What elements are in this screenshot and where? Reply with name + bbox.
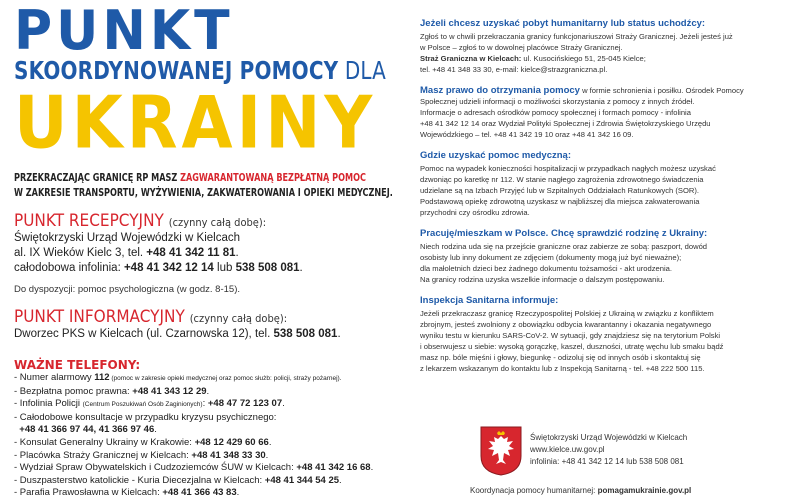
- section-line: zbrojnym, jesteś zwolniony z obowiązku odbycia kwarantanny i okazania negatywnego: [420, 320, 712, 329]
- institution-hotline: infolinia: +48 41 342 12 14 lub 538 508 081: [530, 457, 684, 466]
- info-body: [14, 327, 404, 342]
- info-hours: (czynny całą dobę):: [189, 312, 288, 325]
- list-item: - Całodobowe konsultacje w przypadku kryzysu psychicznego:: [14, 411, 277, 423]
- section-line: Informacje o adresach ośrodków pomocy społecznej i formach pomocy - infolinia: [420, 108, 691, 117]
- title-ukrainy: UKRAINY: [14, 80, 377, 166]
- section-line: udzielane są na Izbach Przyjęć lub w Szpitalnych Oddziałach Ratunkowych (SOR).: [420, 186, 699, 195]
- coordination-link[interactable]: pomagamukrainie.gov.pl: [597, 486, 692, 495]
- intro-highlight: ZAGWARANTOWANĄ BEZPŁATNĄ POMOC: [180, 172, 366, 184]
- section-line: wyniku testu w kierunku SARS-CoV-2. W sytuacji, gdy znajdziesz się na terytorium Polski: [420, 331, 721, 340]
- section-line: Podstawową opiekę zdrowotną uzyskasz w najbliższej dla miejsca zakwaterowania: [420, 197, 700, 206]
- list-item: [14, 424, 404, 437]
- section-line: Niech rodzina uda się na przejście graniczne oraz zabierze ze sobą: paszport, dowód: [420, 242, 708, 251]
- tel-label: - Numer alarmowy: [14, 372, 95, 383]
- tel-end: .: [206, 385, 210, 397]
- intro-line2: W ZAKRESIE TRANSPORTU, WYŻYWIENIA, ZAKWATEROWANIA I OPIEKI MEDYCZNEJ.: [14, 187, 393, 199]
- tel-note: (pomoc w zakresie opieki medycznej oraz pomoc służb: policji, straży pożarnej).: [109, 375, 342, 382]
- list-item: [14, 372, 404, 386]
- section-sanitary: [420, 295, 792, 374]
- subtitle-bold: SKOORDYNOWANEJ POMOCY: [14, 56, 339, 85]
- section-body: [420, 85, 792, 140]
- recep-dysp: Do dyspozycji: pomoc psychologiczna (w godz. 8-15).: [14, 284, 240, 295]
- section-line: [420, 53, 792, 64]
- tel-label: - Bezpłatna pomoc prawna:: [14, 385, 133, 397]
- list-item: [14, 386, 404, 399]
- tel-number[interactable]: +48 47 72 123 07: [207, 398, 283, 410]
- section-line: w Polsce – zgłoś to w dowolnej placówce Straży Granicznej.: [420, 43, 623, 52]
- recep-l3-or: lub: [213, 262, 236, 274]
- tel-label: - Wydział Spraw Obywatelskich i Cudzoziemców ŚUW w Kielcach:: [14, 462, 297, 474]
- section-line: Pomoc na wypadek konieczności hospitalizacji w przypadkach nagłych możesz uzyskać: [420, 164, 716, 173]
- recep-title: PUNKT RECEPCYJNY: [14, 211, 164, 231]
- recep-line1: Świętokrzyski Urząd Wojewódzki w Kielcach: [14, 232, 241, 244]
- section-line[interactable]: tel. +48 41 348 33 30, e-mail: kielce@strazgraniczna.pl.: [420, 65, 608, 74]
- border-guard-label: Straż Graniczna w Kielcach:: [420, 54, 522, 63]
- recep-l2-text: al. IX Wieków Kielc 3, tel.: [14, 247, 147, 259]
- section-assistance: [420, 85, 792, 140]
- list-item: [14, 450, 404, 463]
- section-line: i obserwujesz u siebie: wysoką gorączkę, kaszel, duszności, utratę węchu lub smaku bądź: [420, 342, 724, 351]
- info-heading: [14, 307, 365, 327]
- recep-heading: [14, 211, 365, 231]
- recep-hours: (czynny całą dobę):: [168, 216, 267, 229]
- tel-end: .: [154, 424, 157, 436]
- section-line: dzwoniąc po karetkę nr 112. W stanie nagłego zagrożenia zdrowotnego świadczenia: [420, 175, 704, 184]
- section-body: [420, 31, 792, 75]
- recep-line2: [14, 246, 404, 261]
- section-line: masz np. bóle mięśni i głowy, biegunkę - odizoluj się od innych osób i skontaktuj się: [420, 353, 701, 362]
- recep-body: [14, 231, 404, 276]
- tel-label: - Konsulat Generalny Ukrainy w Krakowie:: [14, 436, 195, 448]
- tel-number[interactable]: +48 41 344 54 25: [264, 474, 340, 486]
- tel-end: .: [236, 487, 240, 499]
- info-l1-text: Dworzec PKS w Kielcach (ul. Czarnowska 12), tel.: [14, 328, 274, 340]
- institution-info: [530, 432, 687, 468]
- section-line: Na granicy rodzina uzyska wszelkie informacje o dalszym postępowaniu.: [420, 275, 665, 284]
- section-body: [420, 308, 792, 374]
- section-heading: Inspekcja Sanitarna informuje:: [420, 295, 559, 306]
- list-item: [14, 462, 404, 475]
- list-item: [14, 475, 404, 488]
- tel-label: - Parafia Prawosławna w Kielcach:: [14, 487, 163, 499]
- tel-end: .: [282, 398, 285, 410]
- tel-label: - Infolinia Policji: [14, 398, 83, 410]
- tel-end: .: [268, 436, 272, 448]
- list-item: [14, 398, 404, 412]
- info-l1-end: .: [337, 328, 341, 340]
- telefony-title: WAŻNE TELEFONY:: [14, 358, 141, 372]
- border-guard-address: ul. Kusocińskiego 51, 25-045 Kielce;: [521, 54, 646, 63]
- intro-text: [14, 171, 393, 201]
- infolinia-phone[interactable]: +48 41 342 12 14: [123, 262, 214, 274]
- tel-end: .: [339, 474, 342, 486]
- right-column: [420, 18, 792, 384]
- section-line: dla małoletnich dzieci bez żadnego dokumentu tożsamości - akt urodzenia.: [420, 264, 672, 273]
- tel-number[interactable]: +48 41 343 12 29: [132, 385, 207, 397]
- list-item: [14, 437, 404, 450]
- section-body: [420, 163, 792, 218]
- left-column: [14, 0, 404, 500]
- section-medical: [420, 150, 792, 218]
- tel-colon: :: [202, 398, 208, 410]
- telefony-list: [14, 372, 404, 500]
- polish-eagle-icon: [480, 426, 522, 476]
- intro-line1: PRZEKRACZAJĄC GRANICĘ RP MASZ: [14, 172, 181, 184]
- tel-number[interactable]: +48 41 366 97 44, 41 366 97 46: [19, 424, 155, 436]
- infolinia-mobile[interactable]: 538 508 081: [235, 262, 300, 274]
- footer-institution: [480, 426, 780, 478]
- section-line: Społecznej udzieli informacji o możliwości skorzystania z pomocy z innych źródeł.: [420, 97, 695, 106]
- tel-note: (Centrum Poszukiwań Osób Zaginionych): [82, 401, 203, 409]
- subtitle-dla: DLA: [344, 56, 387, 85]
- section-line: z lekarzem wskazanym do kontaktu lub z Inspekcją Sanitarną - tel. +48 222 500 115.: [420, 364, 705, 373]
- section-heading: Pracuję/mieszkam w Polsce. Chcę sprawdzić rodzinę z Ukrainy:: [420, 228, 708, 239]
- section-family: [420, 228, 792, 285]
- section-body: [420, 241, 792, 285]
- section-line: osobisty lub inny dokument ze zdjęciem (dokumenty mogą już być nieważne);: [420, 253, 682, 262]
- tel-label: - Duszpasterstwo katolickie - Kuria Diecezjalna w Kielcach:: [14, 474, 265, 486]
- section-humanitarian: [420, 18, 792, 75]
- tel-number[interactable]: 112: [94, 372, 110, 383]
- section-heading: Jeżeli chcesz uzyskać pobyt humanitarny lub status uchodźcy:: [420, 18, 706, 29]
- section-line: Zgłoś to w chwili przekraczania granicy funkcjonariuszowi Straży Granicznej. Jeżeli jesteś już: [420, 32, 733, 41]
- section-heading-tail: w formie schronienia i posiłku. Ośrodek Pomocy: [579, 86, 744, 95]
- institution-name: Świętokrzyski Urząd Wojewódzki w Kielcach: [530, 433, 688, 442]
- institution-website[interactable]: www.kielce.uw.gov.pl: [530, 445, 605, 454]
- section-line: Wojewódzkiego – tel. +48 41 342 19 10 oraz +48 41 342 16 09.: [420, 130, 634, 139]
- info-title: PUNKT INFORMACYJNY: [14, 307, 185, 327]
- tel-number[interactable]: +48 41 366 43 83: [162, 487, 237, 499]
- coordination-line: [470, 486, 691, 495]
- section-heading: Masz prawo do otrzymania pomocy: [420, 85, 580, 96]
- tel-number[interactable]: +48 12 429 60 66: [194, 436, 269, 448]
- info-phone[interactable]: 538 508 081: [273, 328, 338, 340]
- tel-end: .: [265, 449, 269, 461]
- list-item: [14, 487, 404, 500]
- recep-phone[interactable]: +48 41 342 11 81: [146, 247, 236, 259]
- tel-label: - Placówka Straży Granicznej w Kielcach:: [14, 449, 192, 461]
- recep-l3-end: .: [299, 262, 303, 274]
- tel-end: .: [370, 462, 374, 474]
- recep-l3-text: całodobowa infolinia:: [14, 262, 124, 274]
- section-line: przychodni czy ośrodku zdrowia.: [420, 208, 530, 217]
- section-line: +48 41 342 12 14 oraz Wydział Polityki Społecznej i Zdrowia Świętokrzyskiego Urzędu: [420, 119, 711, 128]
- coordination-label: Koordynacja pomocy humanitarnej:: [470, 486, 598, 495]
- section-heading: Gdzie uzyskać pomoc medyczną:: [420, 150, 571, 161]
- recep-line3: [14, 261, 404, 276]
- recep-l2-end: .: [235, 247, 239, 259]
- title-punkt: PUNKT: [14, 0, 234, 63]
- section-line: [420, 85, 792, 96]
- section-line: Jeżeli przekraczasz granicę Rzeczypospolitej Polskiej z Ukrainą w związku z konfliktem: [420, 309, 714, 318]
- tel-number[interactable]: +48 41 348 33 30: [191, 449, 266, 461]
- tel-number[interactable]: +48 41 342 16 68: [296, 462, 371, 474]
